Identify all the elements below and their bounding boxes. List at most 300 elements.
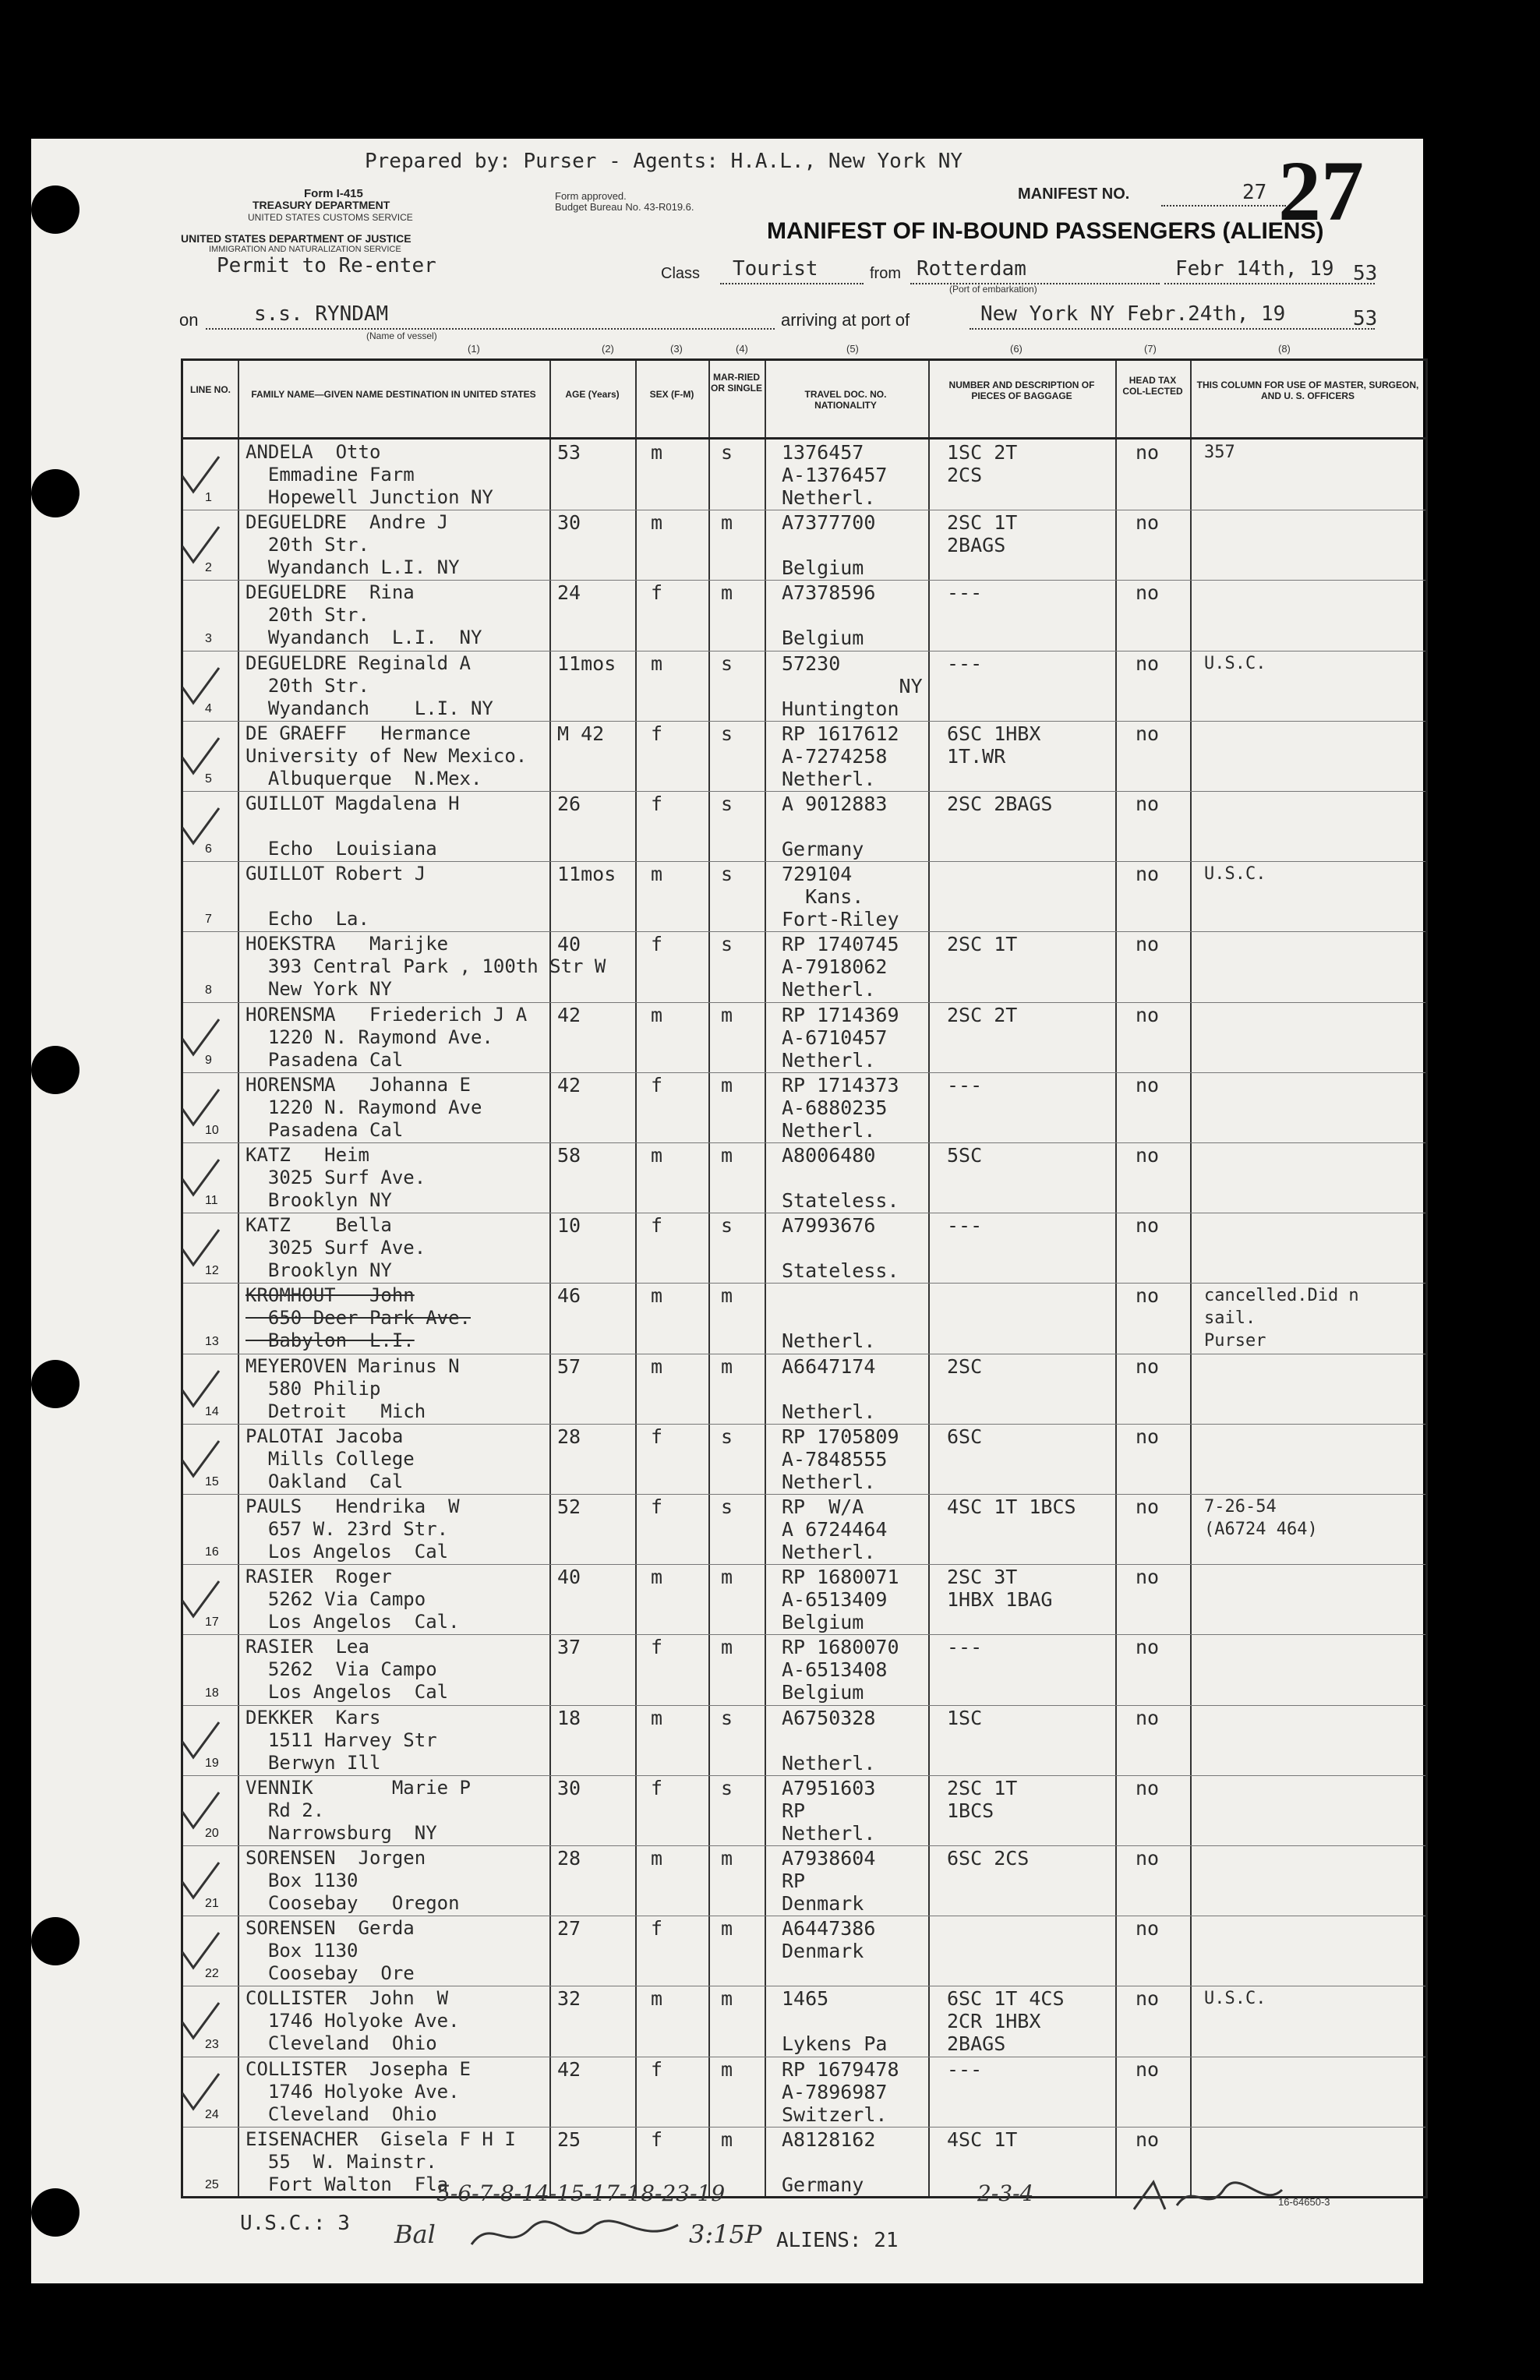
cell-mar: m xyxy=(721,1284,733,1308)
binder-hole xyxy=(31,185,79,234)
cell-mar: m xyxy=(721,1566,733,1589)
cell-age: 30 xyxy=(557,511,581,535)
cell-bag: 4SC 1T 1BCS xyxy=(947,1495,1076,1518)
cell-doc: A 9012883 Germany xyxy=(782,793,888,860)
cell-doc: Netherl. xyxy=(782,1329,876,1353)
cell-bag: 2SC 2BAGS xyxy=(947,793,1053,815)
cell-sex: m xyxy=(651,1354,663,1378)
cell-doc: RP 1680071 A-6513409 Belgium xyxy=(782,1566,899,1634)
line-number: 2 xyxy=(205,561,212,575)
cell-doc: RP 1680070 A-6513408 Belgium xyxy=(782,1636,899,1704)
cell-tax: no xyxy=(1136,1636,1160,1659)
line-number: 16 xyxy=(205,1545,219,1559)
check-mark-icon xyxy=(176,1577,223,1624)
arrival-year: 53 xyxy=(1353,307,1378,330)
cell-name: ANDELA Otto Emmadine Farm Hopewell Junction NY xyxy=(245,441,493,508)
check-mark-icon xyxy=(176,1999,223,2046)
cell-age: M 42 xyxy=(557,722,605,745)
cell-mar: m xyxy=(721,1847,733,1870)
cell-doc: A7378596 Belgium xyxy=(782,581,876,650)
line-number: 14 xyxy=(205,1404,219,1418)
cell-tax: no xyxy=(1136,1776,1160,1799)
line-number: 7 xyxy=(205,913,212,927)
binder-hole xyxy=(31,469,79,517)
handwritten-notes-2: 2-3-4 xyxy=(977,2180,1034,2206)
cell-mar: s xyxy=(721,1706,733,1729)
line-number: 23 xyxy=(205,2037,219,2051)
cell-sex: f xyxy=(651,933,663,956)
check-mark-icon xyxy=(176,804,223,851)
aliens-count: ALIENS: 21 xyxy=(776,2229,899,2252)
cell-sex: m xyxy=(651,1284,663,1308)
cell-age: 32 xyxy=(557,1987,581,2011)
cell-sex: m xyxy=(651,1003,663,1026)
table-row xyxy=(183,2057,1425,2127)
line-number: 20 xyxy=(205,1826,219,1840)
cell-sex: f xyxy=(651,1073,663,1096)
initials-scribble xyxy=(1130,2174,1286,2221)
cell-bag: 2SC 1T 2BAGS xyxy=(947,511,1018,557)
cell-sex: f xyxy=(651,1636,663,1659)
cell-bag: 2SC 3T 1HBX 1BAG xyxy=(947,1566,1053,1612)
depart-date: Febr 14th, 19 xyxy=(1175,257,1334,281)
col-header-name: FAMILY NAME—GIVEN NAME DESTINATION IN UNITED STATES xyxy=(251,389,536,400)
cell-name: SORENSEN Jorgen Box 1130 Coosebay Oregon xyxy=(245,1847,460,1914)
col-header-sex: SEX (F-M) xyxy=(649,389,694,400)
cell-doc: A6647174 Netherl. xyxy=(782,1354,876,1423)
cell-mar: m xyxy=(721,581,733,605)
cell-tax: no xyxy=(1136,2128,1160,2151)
cell-sex: m xyxy=(651,1706,663,1729)
passenger-table xyxy=(181,358,1428,2198)
col-number: (5) xyxy=(846,343,859,355)
signature-scribble xyxy=(468,2213,686,2260)
cell-mar: m xyxy=(721,1073,733,1096)
col-header-headtax: HEAD TAX COL-LECTED xyxy=(1122,375,1183,397)
form-number: Form I-415 xyxy=(304,187,363,200)
cell-doc: A6750328 Netherl. xyxy=(782,1706,876,1774)
table-row xyxy=(183,1494,1425,1564)
form-approved: Form approved. xyxy=(555,190,627,202)
cell-mar: m xyxy=(721,1144,733,1167)
manifest-no-stamp: 27 xyxy=(1278,143,1364,238)
cell-sex: m xyxy=(651,441,663,464)
cell-name: DEGUELDRE Andre J 20th Str. Wyandanch L.I. NY xyxy=(245,511,460,579)
cell-bag: --- xyxy=(947,651,983,675)
col-header-married: MAR-RIED OR SINGLE xyxy=(710,372,762,394)
depart-year: 53 xyxy=(1353,262,1378,285)
vessel-caption: (Name of vessel) xyxy=(366,330,437,341)
line-number: 19 xyxy=(205,1756,219,1770)
col-header-line: LINE NO. xyxy=(189,384,231,395)
cell-tax: no xyxy=(1136,1917,1160,1940)
table-row xyxy=(183,1283,1425,1353)
cell-tax: no xyxy=(1136,1144,1160,1167)
line-number: 4 xyxy=(205,701,212,715)
cell-age: 58 xyxy=(557,1144,581,1167)
cell-mar: s xyxy=(721,651,733,675)
cell-bag: 6SC 1T 4CS 2CR 1HBX 2BAGS xyxy=(947,1987,1065,2056)
cell-name: HORENSMA Friederich J A 1220 N. Raymond Ave. Pasadena Cal xyxy=(245,1003,528,1071)
line-number: 10 xyxy=(205,1123,219,1137)
cell-age: 30 xyxy=(557,1776,581,1799)
cell-mar: s xyxy=(721,722,733,745)
cell-doc: A7377700 Belgium xyxy=(782,511,876,580)
cell-off: U.S.C. xyxy=(1204,1989,1266,2009)
check-mark-icon xyxy=(176,1437,223,1484)
table-row xyxy=(183,651,1425,721)
cell-bag: --- xyxy=(947,2057,983,2081)
cell-name: SORENSEN Gerda Box 1130 Coosebay Ore xyxy=(245,1917,415,1985)
cell-age: 28 xyxy=(557,1847,581,1870)
table-row xyxy=(183,1142,1425,1213)
table-row xyxy=(183,1916,1425,1986)
cell-age: 53 xyxy=(557,441,581,464)
cell-tax: no xyxy=(1136,933,1160,956)
cell-bag: 2SC 1T 1BCS xyxy=(947,1776,1018,1822)
cell-mar: s xyxy=(721,1495,733,1518)
cell-tax: no xyxy=(1136,1566,1160,1589)
cell-age: 42 xyxy=(557,1073,581,1096)
cell-name: MEYEROVEN Marinus N 580 Philip Detroit Mich xyxy=(245,1354,460,1422)
cell-doc: RP 1705809 A-7848555 Netherl. xyxy=(782,1425,899,1493)
cell-bag: 5SC xyxy=(947,1144,983,1167)
cell-tax: no xyxy=(1136,1847,1160,1870)
cell-age: 40 xyxy=(557,933,581,956)
table-row xyxy=(183,1986,1425,2056)
cell-sex: f xyxy=(651,1917,663,1940)
cell-sex: f xyxy=(651,1495,663,1518)
cell-name: GUILLOT Robert J Echo La. xyxy=(245,863,426,930)
cell-sex: f xyxy=(651,793,663,815)
line-number: 18 xyxy=(205,1686,219,1700)
cell-tax: no xyxy=(1136,1073,1160,1096)
check-mark-icon xyxy=(176,1718,223,1765)
cell-sex: f xyxy=(651,1214,663,1238)
ins: IMMIGRATION AND NATURALIZATION SERVICE xyxy=(209,245,401,254)
cell-age: 11mos xyxy=(557,863,616,886)
cell-age: 57 xyxy=(557,1354,581,1378)
cell-mar: s xyxy=(721,441,733,464)
binder-hole xyxy=(31,1917,79,1965)
cell-tax: no xyxy=(1136,651,1160,675)
cell-doc: RP 1740745 A-7918062 Netherl. xyxy=(782,933,899,1001)
cell-tax: no xyxy=(1136,1987,1160,2011)
cell-bag: 6SC 2CS xyxy=(947,1847,1030,1870)
check-mark-icon xyxy=(176,1156,223,1202)
cell-sex: f xyxy=(651,722,663,745)
cell-name: KROMHOUT John 650 Deer Park Ave. Babylon L.I. xyxy=(245,1284,471,1352)
bal-label: Bal xyxy=(394,2219,436,2249)
table-row xyxy=(183,721,1425,791)
check-mark-icon xyxy=(176,1789,223,1835)
cell-mar: s xyxy=(721,1214,733,1238)
cell-off: 7-26-54 (A6724 464) xyxy=(1204,1497,1318,1539)
binder-hole xyxy=(31,2188,79,2237)
cell-doc: A7993676 Stateless. xyxy=(782,1214,899,1283)
cell-mar: m xyxy=(721,511,733,535)
cell-bag: --- xyxy=(947,1073,983,1096)
cell-off: U.S.C. xyxy=(1204,653,1266,673)
cell-name: PALOTAI Jacoba Mills College Oakland Cal xyxy=(245,1425,415,1492)
cell-doc: RP 1714373 A-6880235 Netherl. xyxy=(782,1073,899,1142)
cell-age: 25 xyxy=(557,2128,581,2151)
from-port: Rotterdam xyxy=(917,257,1026,281)
cell-name: RASIER Roger 5262 Via Campo Los Angelos Cal. xyxy=(245,1566,460,1633)
cell-tax: no xyxy=(1136,1706,1160,1729)
col-number: (4) xyxy=(736,343,748,355)
doj: UNITED STATES DEPARTMENT OF JUSTICE xyxy=(181,232,411,245)
cell-age: 42 xyxy=(557,1003,581,1026)
cell-sex: f xyxy=(651,2128,663,2151)
cell-bag: 4SC 1T xyxy=(947,2128,1018,2151)
cell-tax: no xyxy=(1136,722,1160,745)
cell-age: 27 xyxy=(557,1917,581,1940)
check-mark-icon xyxy=(176,734,223,781)
cell-mar: s xyxy=(721,793,733,815)
cell-mar: s xyxy=(721,1776,733,1799)
cell-sex: m xyxy=(651,651,663,675)
vessel-name: s.s. RYNDAM xyxy=(254,302,389,326)
cell-tax: no xyxy=(1136,1003,1160,1026)
check-mark-icon xyxy=(176,453,223,500)
cell-tax: no xyxy=(1136,1495,1160,1518)
form-code: 16-64650-3 xyxy=(1278,2196,1330,2208)
handwritten-notes: 5-6-7-8-14-15-17-18-23-19 xyxy=(436,2180,726,2206)
check-mark-icon xyxy=(176,1086,223,1132)
cell-name: GUILLOT Magdalena H Echo Louisiana xyxy=(245,793,460,860)
cell-name: DEGUELDRE Rina 20th Str. Wyandanch L.I. NY xyxy=(245,581,482,649)
col-number: (7) xyxy=(1144,343,1157,355)
cell-age: 46 xyxy=(557,1284,581,1308)
cell-bag: 6SC 1HBX 1T.WR xyxy=(947,722,1041,768)
table-row xyxy=(183,1775,1425,1845)
cell-bag: 2SC 1T xyxy=(947,933,1018,956)
cell-mar: m xyxy=(721,1003,733,1026)
cell-tax: no xyxy=(1136,863,1160,886)
cell-bag: 6SC xyxy=(947,1425,983,1448)
cell-age: 37 xyxy=(557,1636,581,1659)
table-row xyxy=(183,1845,1425,1916)
cell-tax: no xyxy=(1136,1354,1160,1378)
col-number: (8) xyxy=(1278,343,1291,355)
cell-sex: m xyxy=(651,1847,663,1870)
cell-bag: --- xyxy=(947,1214,983,1238)
cell-age: 11mos xyxy=(557,651,616,675)
cell-bag: 1SC xyxy=(947,1706,983,1729)
line-number: 24 xyxy=(205,2107,219,2121)
port-embark-caption: (Port of embarkation) xyxy=(949,284,1037,295)
cell-name: VENNIK Marie P Rd 2. Narrowsburg NY xyxy=(245,1776,471,1844)
table-row xyxy=(183,510,1425,580)
line-number: 17 xyxy=(205,1616,219,1630)
cell-tax: no xyxy=(1136,511,1160,535)
cell-tax: no xyxy=(1136,441,1160,464)
arrival-port: New York NY Febr.24th, 19 xyxy=(980,302,1286,326)
cell-doc: A8128162 Germany xyxy=(782,2128,876,2196)
cell-doc: 1465 Lykens Pa xyxy=(782,1987,888,2056)
cell-name: DEGUELDRE Reginald A 20th Str. Wyandanch L.I. NY xyxy=(245,651,493,719)
cell-age: 26 xyxy=(557,793,581,815)
on-label: on xyxy=(179,310,199,330)
usc-count: U.S.C.: 3 xyxy=(240,2212,350,2235)
prepared-by: Prepared by: Purser - Agents: H.A.L., New York NY xyxy=(365,150,963,173)
cell-tax: no xyxy=(1136,2057,1160,2081)
cell-mar: m xyxy=(721,2128,733,2151)
from-label: from xyxy=(870,265,901,282)
cell-mar: m xyxy=(721,2057,733,2081)
line-number: 15 xyxy=(205,1474,219,1488)
cell-tax: no xyxy=(1136,793,1160,815)
col-number: (6) xyxy=(1010,343,1023,355)
line-number: 6 xyxy=(205,842,212,856)
cell-off: 357 xyxy=(1204,443,1235,462)
cell-sex: m xyxy=(651,863,663,886)
cell-sex: f xyxy=(651,581,663,605)
line-number: 22 xyxy=(205,1967,219,1981)
manifest-no-small: 27 xyxy=(1242,181,1267,204)
cell-tax: no xyxy=(1136,1425,1160,1448)
col-number: (2) xyxy=(602,343,614,355)
cell-age: 18 xyxy=(557,1706,581,1729)
bal-value: 3:15P xyxy=(689,2219,762,2249)
cell-doc: A7951603 RP Netherl. xyxy=(782,1776,876,1845)
cell-sex: f xyxy=(651,2057,663,2081)
check-mark-icon xyxy=(176,664,223,711)
cell-mar: s xyxy=(721,863,733,886)
cell-doc: 729104 Kans. Fort-Riley xyxy=(782,863,899,931)
cell-doc: A8006480 Stateless. xyxy=(782,1144,899,1212)
cell-bag: 1SC 2T 2CS xyxy=(947,441,1018,486)
col-number: (1) xyxy=(468,343,480,355)
table-row xyxy=(183,1705,1425,1775)
cell-mar: m xyxy=(721,1636,733,1659)
cell-tax: no xyxy=(1136,1214,1160,1238)
cell-age: 28 xyxy=(557,1425,581,1448)
cell-mar: s xyxy=(721,1425,733,1448)
cell-name: DE GRAEFF Hermance University of New Mexico. Albuquerque N.Mex. xyxy=(245,722,528,789)
cell-tax: no xyxy=(1136,581,1160,605)
cell-bag: 2SC xyxy=(947,1354,983,1378)
table-row xyxy=(183,1002,1425,1072)
customs-service: UNITED STATES CUSTOMS SERVICE xyxy=(248,212,413,223)
cell-mar: m xyxy=(721,1917,733,1940)
binder-hole xyxy=(31,1046,79,1094)
treasury-dept: TREASURY DEPARTMENT xyxy=(253,199,390,211)
table-row xyxy=(183,1424,1425,1494)
check-mark-icon xyxy=(176,1929,223,1976)
cell-age: 24 xyxy=(557,581,581,605)
cell-bag: --- xyxy=(947,1636,983,1659)
col-header-age: AGE (Years) xyxy=(565,389,620,400)
cell-doc: A6447386 Denmark xyxy=(782,1917,876,1963)
cell-bag: --- xyxy=(947,581,983,605)
cell-sex: m xyxy=(651,1566,663,1589)
cell-name: COLLISTER John W 1746 Holyoke Ave. Cleveland Ohio xyxy=(245,1987,460,2055)
line-number: 9 xyxy=(205,1053,212,1067)
cell-age: 10 xyxy=(557,1214,581,1238)
cell-mar: s xyxy=(721,933,733,956)
table-row xyxy=(183,1354,1425,1424)
check-mark-icon xyxy=(176,1367,223,1414)
table-row xyxy=(183,440,1425,510)
check-mark-icon xyxy=(176,1015,223,1062)
table-row xyxy=(183,791,1425,861)
cell-bag: 2SC 2T xyxy=(947,1003,1018,1026)
cell-tax: no xyxy=(1136,1284,1160,1308)
cell-mar: m xyxy=(721,1354,733,1378)
cell-name: KATZ Heim 3025 Surf Ave. Brooklyn NY xyxy=(245,1144,426,1211)
cell-name: COLLISTER Josepha E 1746 Holyoke Ave. Cleveland Ohio xyxy=(245,2057,471,2125)
line-number: 3 xyxy=(205,631,212,645)
line-number: 8 xyxy=(205,983,212,997)
line-number: 1 xyxy=(205,491,212,505)
line-number: 12 xyxy=(205,1264,219,1278)
check-mark-icon xyxy=(176,2070,223,2117)
col-header-officers: THIS COLUMN FOR USE OF MASTER, SURGEON, AND U. S. OFFICERS xyxy=(1196,380,1419,401)
cell-doc: RP W/A A 6724464 Netherl. xyxy=(782,1495,888,1563)
cell-name: HORENSMA Johanna E 1220 N. Raymond Ave Pasadena Cal xyxy=(245,1073,482,1141)
col-header-travel: TRAVEL DOC. NO. NATIONALITY xyxy=(804,389,887,411)
cell-age: 42 xyxy=(557,2057,581,2081)
table-row xyxy=(183,931,1425,1001)
cell-doc: 1376457 A-1376457 Netherl. xyxy=(782,441,888,509)
cell-sex: m xyxy=(651,1987,663,2011)
class-label: Class xyxy=(661,265,701,282)
manifest-no-label: MANIFEST NO. xyxy=(1018,185,1130,203)
binder-hole xyxy=(31,1360,79,1408)
line-number: 21 xyxy=(205,1897,219,1911)
cell-name: RASIER Lea 5262 Via Campo Los Angelos Cal xyxy=(245,1636,449,1704)
cell-doc: A7938604 RP Denmark xyxy=(782,1847,876,1915)
cell-sex: f xyxy=(651,1776,663,1799)
table-row xyxy=(183,1634,1425,1704)
cell-sex: m xyxy=(651,511,663,535)
arriving-label: arriving at port of xyxy=(781,310,910,330)
table-row xyxy=(183,861,1425,931)
class-value: Tourist xyxy=(733,257,818,281)
budget-bureau: Budget Bureau No. 43-R019.6. xyxy=(555,201,694,213)
cell-name: EISENACHER Gisela F H I 55 W. Mainstr. Fort Walton Fla xyxy=(245,2128,516,2195)
table-row xyxy=(183,1072,1425,1142)
table-row xyxy=(183,580,1425,650)
cell-name: PAULS Hendrika W 657 W. 23rd Str. Los Angelos Cal xyxy=(245,1495,460,1563)
line-number: 11 xyxy=(205,1194,218,1208)
cell-sex: m xyxy=(651,1144,663,1167)
check-mark-icon xyxy=(176,1859,223,1905)
cell-doc: RP 1714369 A-6710457 Netherl. xyxy=(782,1003,899,1072)
cell-doc: 57230 NY Huntington xyxy=(782,651,923,720)
cell-doc: RP 1617612 A-7274258 Netherl. xyxy=(782,722,899,790)
line-number: 13 xyxy=(205,1334,219,1348)
cell-off: cancelled.Did n sail. Purser xyxy=(1204,1286,1359,1351)
permit-to-reenter: Permit to Re-enter xyxy=(217,254,436,277)
cell-name: KATZ Bella 3025 Surf Ave. Brooklyn NY xyxy=(245,1214,426,1282)
check-mark-icon xyxy=(176,1226,223,1273)
cell-name: HOEKSTRA Marijke 393 Central Park , 100th Str W New York NY xyxy=(245,933,606,1001)
check-mark-icon xyxy=(176,523,223,570)
cell-doc: RP 1679478 A-7896987 Switzerl. xyxy=(782,2057,899,2126)
table-row xyxy=(183,1564,1425,1634)
cell-sex: f xyxy=(651,1425,663,1448)
table-row xyxy=(183,1213,1425,1283)
cell-name: DEKKER Kars 1511 Harvey Str Berwyn Ill xyxy=(245,1706,437,1774)
line-number: 25 xyxy=(205,2177,219,2191)
cell-off: U.S.C. xyxy=(1204,864,1266,885)
cell-age: 40 xyxy=(557,1566,581,1589)
line-number: 5 xyxy=(205,772,212,786)
col-header-baggage: NUMBER AND DESCRIPTION OF PIECES OF BAGGAGE xyxy=(948,380,1095,401)
